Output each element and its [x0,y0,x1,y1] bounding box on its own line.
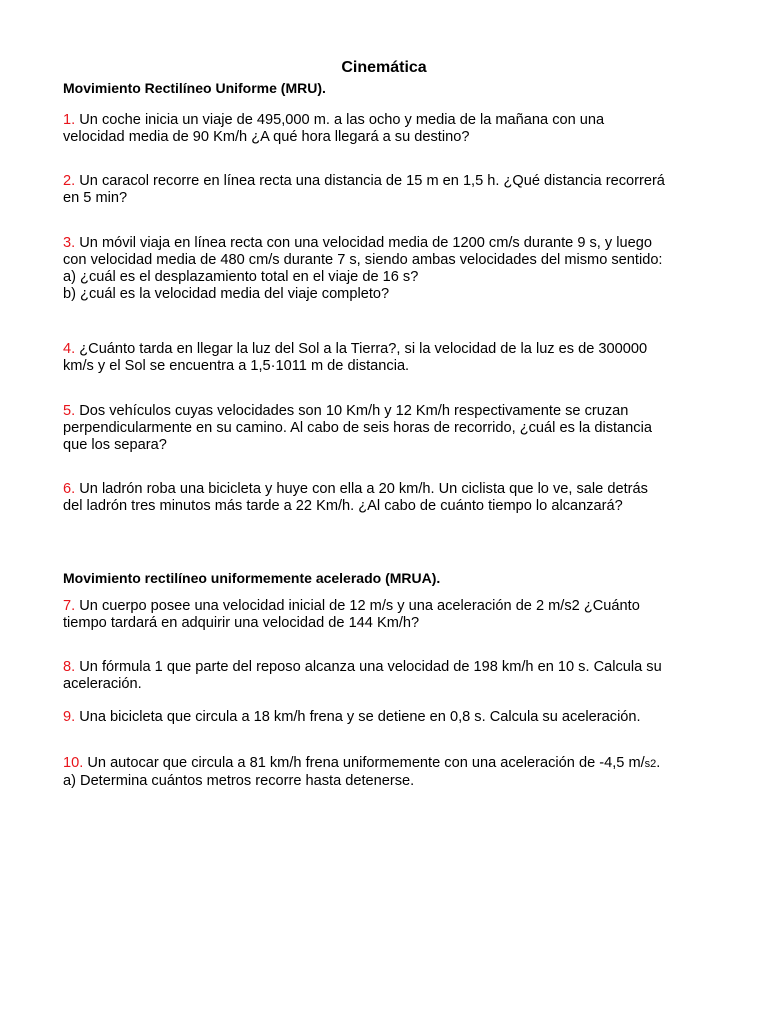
problem-line [63,173,713,190]
problem-text: Un coche inicia un viaje de 495,000 m. a las ocho y media de la mañana con una [79,112,605,128]
problem-9 [63,709,713,726]
problem-text: con velocidad media de 480 cm/s durante 7 s, siendo ambas velocidades del mismo sentido: [63,252,663,268]
problem-number: 10. [63,755,84,771]
problem-4 [63,341,713,375]
problem-text: Un fórmula 1 que parte del reposo alcanza una velocidad de 198 km/h en 10 s. Calcula su [79,659,662,675]
problem-text: aceleración. [63,676,142,692]
problem-line [63,403,713,420]
problem-line [63,235,713,252]
problem-text: Un cuerpo posee una velocidad inicial de 12 m/s y una aceleración de 2 m/s2 ¿Cuánto [79,598,640,614]
problem-number: 6. [63,481,76,497]
problem-text: a) Determina cuántos metros recorre hasta detenerse. [63,773,415,789]
problem-number: 3. [63,235,76,251]
problem-text: km/s y el Sol se encuentra a 1,5·1011 m de distancia. [63,358,410,374]
problem-line [63,481,713,498]
problem-text: ¿Cuánto tarda en llegar la luz del Sol a la Tierra?, si la velocidad de la luz es de 300000 [79,341,648,357]
problem-text: tiempo tardará en adquirir una velocidad de 144 Km/h? [63,615,420,631]
problem-text: en 5 min? [63,190,128,206]
problem-line [63,598,713,615]
problem-line [63,659,713,676]
problem-number: 1. [63,112,76,128]
problem-number: 8. [63,659,76,675]
problem-text: Dos vehículos cuyas velocidades son 10 Km/h y 12 Km/h respectivamente se cruzan [79,403,629,419]
problem-number: 7. [63,598,76,614]
problem-line [63,341,713,358]
problem-5 [63,403,713,454]
problem-line [63,755,713,773]
problem-text: Un autocar que circula a 81 km/h frena uniformemente con una aceleración de -4,5 m/ [87,755,645,771]
problem-number: 2. [63,173,76,189]
problem-text: que los separa? [63,437,167,453]
problem-text: b) ¿cuál es la velocidad media del viaje completo? [63,286,390,302]
problem-text: velocidad media de 90 Km/h ¿A qué hora llegará a su destino? [63,129,470,145]
problem-text: Una bicicleta que circula a 18 km/h frena y se detiene en 0,8 s. Calcula su aceleración. [79,709,641,725]
problem-line [63,709,713,726]
problem-1 [63,112,713,146]
problem-text: Un ladrón roba una bicicleta y huye con ella a 20 km/h. Un ciclista que lo ve, sale detrás [79,481,648,497]
section-heading-mru: Movimiento Rectilíneo Uniforme (MRU). [63,80,326,96]
problem-number: 4. [63,341,76,357]
section-heading-mrua: Movimiento rectilíneo uniformemente acelerado (MRUA). [63,570,441,586]
page-title: Cinemática [341,59,427,76]
problem-2 [63,173,713,207]
problem-number: 5. [63,403,76,419]
problem-text: Un caracol recorre en línea recta una distancia de 15 m en 1,5 h. ¿Qué distancia recorrerá [79,173,665,189]
problem-text: a) ¿cuál es el desplazamiento total en el viaje de 16 s? [63,269,419,285]
problem-6 [63,481,713,515]
problem-number: 9. [63,709,76,725]
problem-3 [63,235,713,303]
problem-text-end: . [656,755,661,771]
problem-7 [63,598,713,632]
unit-superscript: s2 [644,758,657,770]
problem-8 [63,659,713,693]
problem-text: Un móvil viaja en línea recta con una velocidad media de 1200 cm/s durante 9 s, y luego [79,235,652,251]
problem-line [63,112,713,129]
problem-text: del ladrón tres minutos más tarde a 22 Km/h. ¿Al cabo de cuánto tiempo lo alcanzará? [63,498,623,514]
problem-text: perpendicularmente en su camino. Al cabo de seis horas de recorrido, ¿cuál es la distancia [63,420,652,436]
problem-10 [63,755,713,790]
